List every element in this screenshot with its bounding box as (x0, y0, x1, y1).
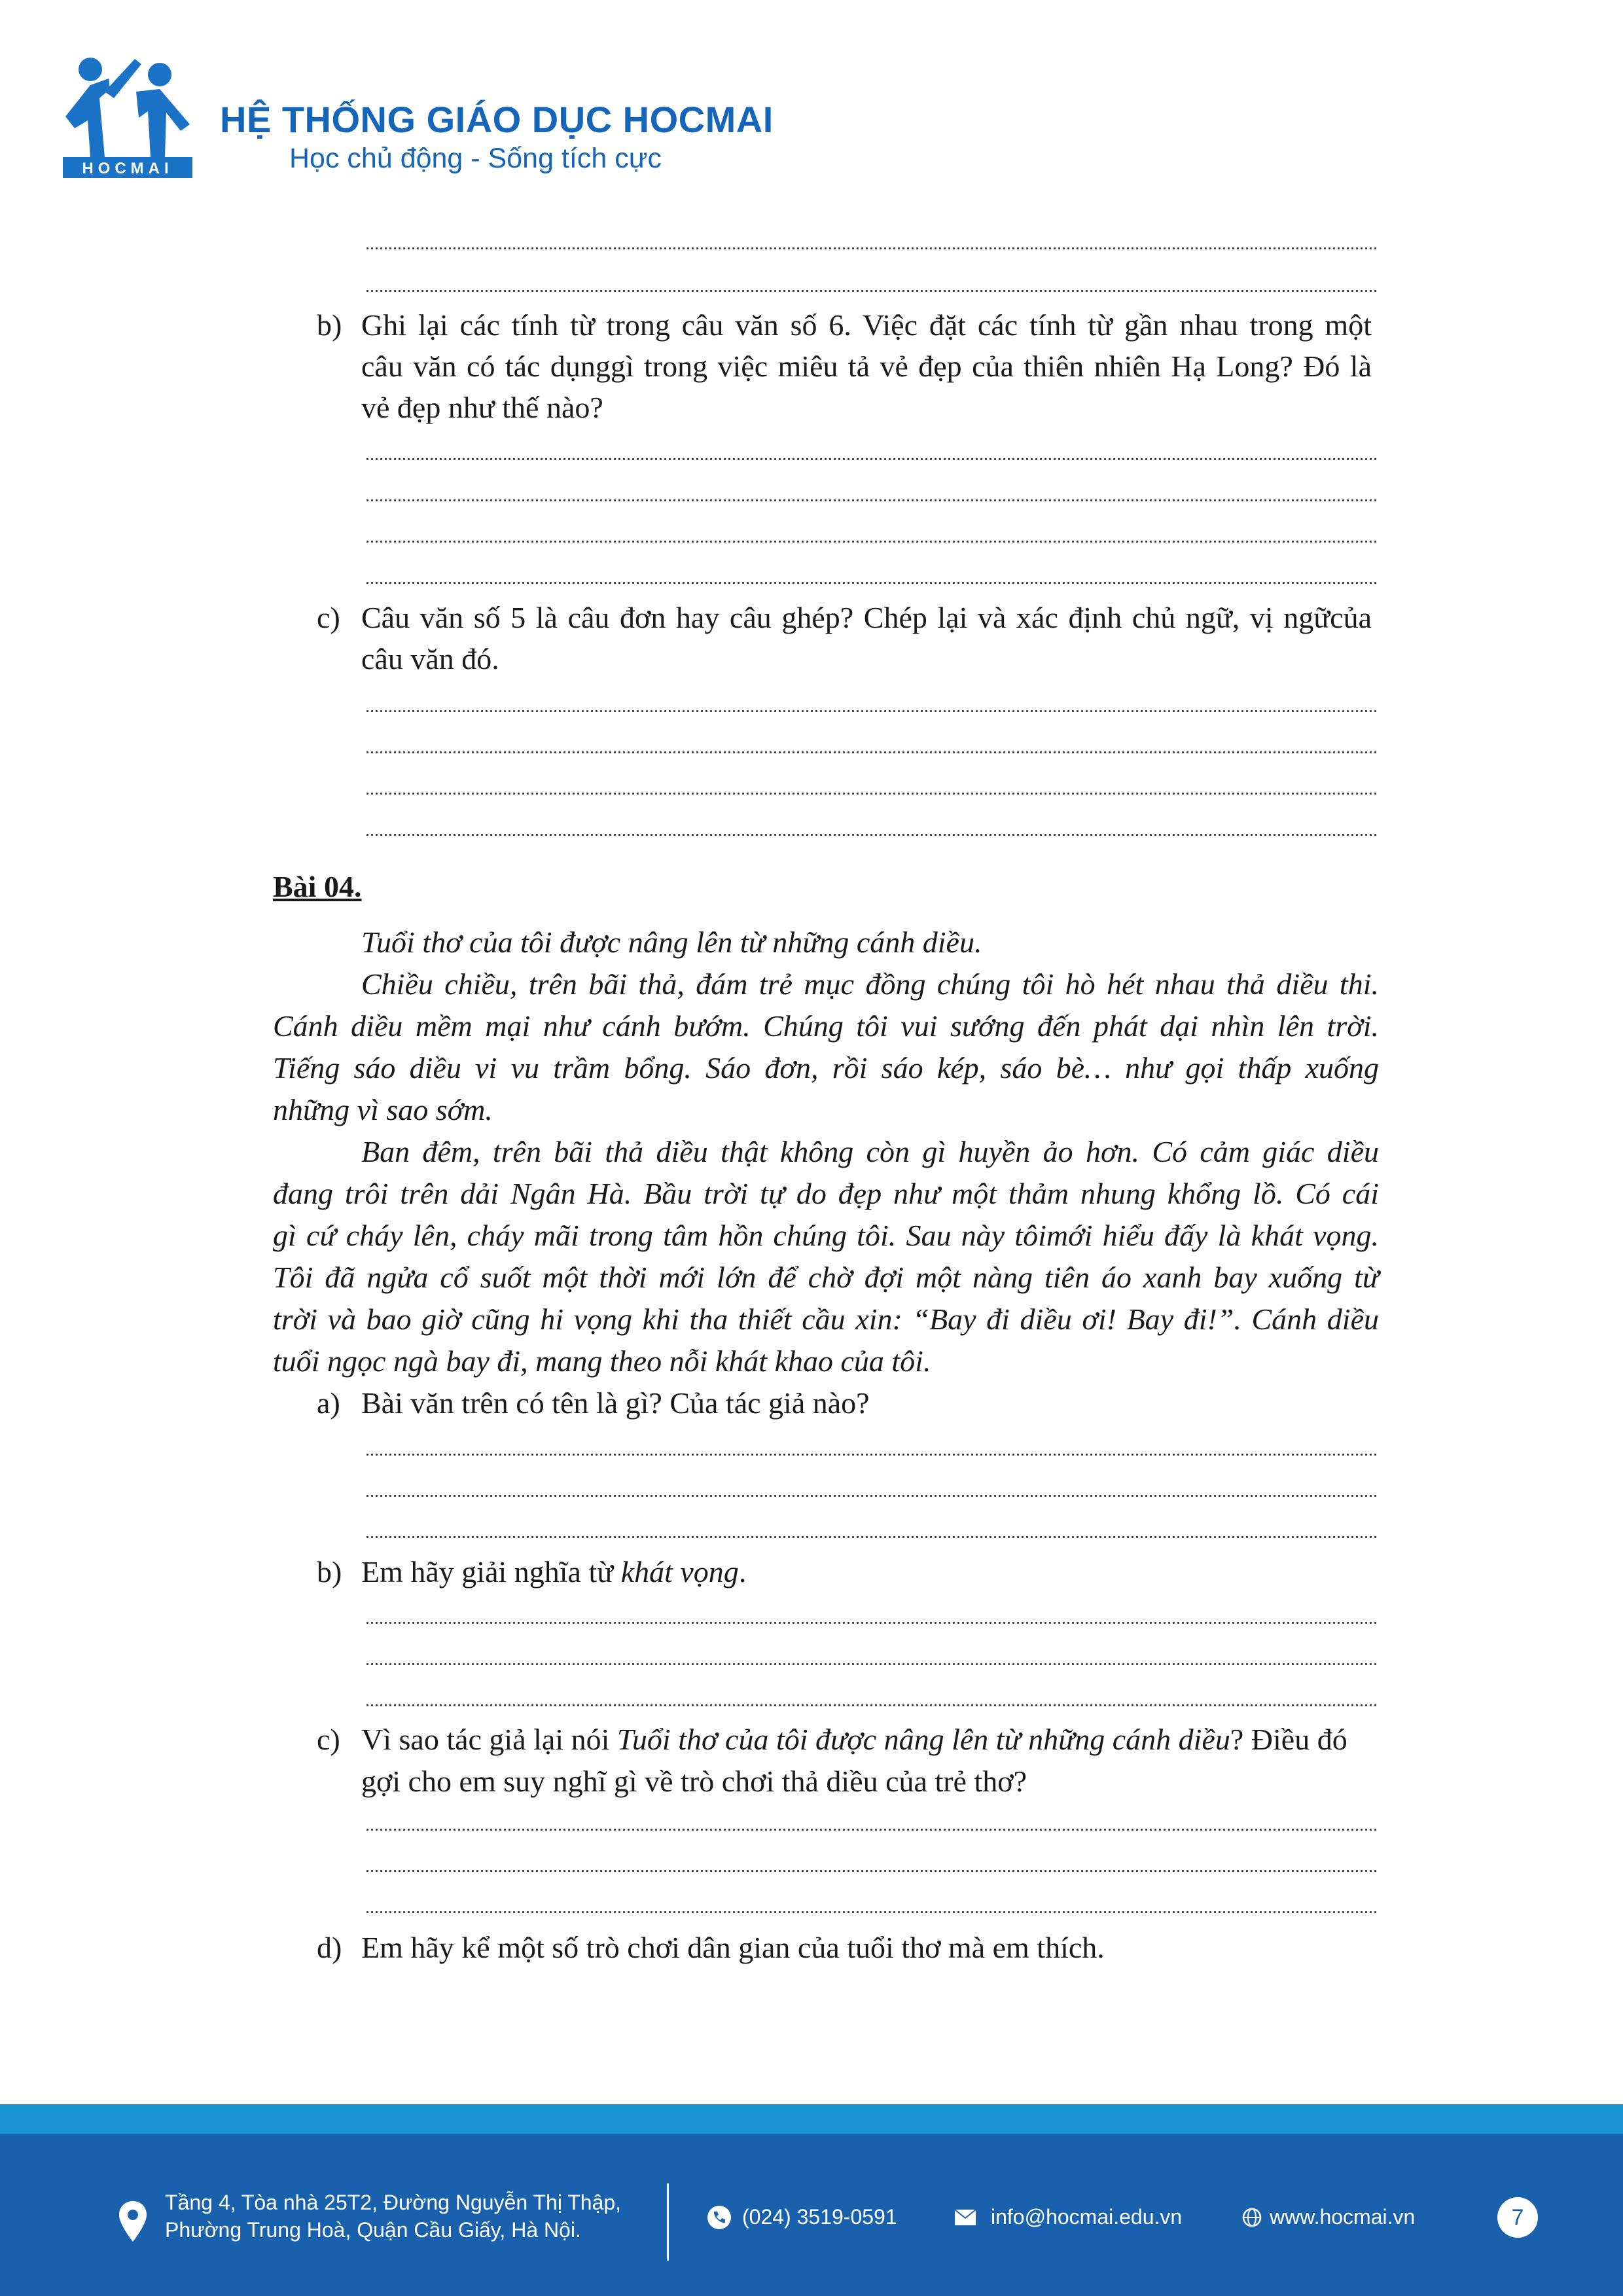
question-b-line: câu văn có tác dụnggì trong việc miêu tả vẻ đẹp của thiên nhiên Hạ Long? Đó là (361, 350, 1372, 383)
question-c-line: câu văn đó. (361, 642, 499, 675)
passage-line: những vì sao sớm. (273, 1093, 493, 1126)
passage-line: Cánh diều mềm mại như cánh bướm. Chúng tôi vui sướng đến phát dại nhìn lên trời. (273, 1009, 1379, 1043)
passage-line: tuổi ngọc ngà bay đi, mang theo nỗi khát khao của tôi. (273, 1344, 931, 1378)
email-icon (954, 2209, 976, 2226)
passage-line: trời và bao giờ cũng hi vọng khi tha thiết cầu xin: “Bay đi diều ơi! Bay đi!”. Cánh diều (273, 1302, 1379, 1336)
passage-line: Tiếng sáo diều vi vu trầm bổng. Sáo đơn, rồi sáo kép, sáo bè… như gọi thấp xuống (273, 1051, 1379, 1085)
answer-line[interactable] (365, 1495, 1377, 1497)
footer-email[interactable]: info@hocmai.edu.vn (991, 2205, 1183, 2229)
question-b-line: Ghi lại các tính từ trong câu văn số 6. Việc đặt các tính từ gần nhau trong một (361, 308, 1372, 342)
passage-line: Tôi đã ngửa cổ suốt một thời mới lớn để chờ đợi một nàng tiên áo xanh bay xuống từ (273, 1261, 1379, 1294)
passage-line: đang trôi trên dải Ngân Hà. Bầu trời tự do đẹp như một thảm nhung khổng lồ. Có cái (273, 1177, 1379, 1210)
question-a-marker: a) (317, 1386, 340, 1420)
footer-divider (667, 2183, 669, 2261)
question-c-text: Vì sao tác giả lại nói Tuổi thơ của tôi được nâng lên từ những cánh diều? Điều đó (361, 1723, 1347, 1756)
question-b-term: khát vọng (620, 1555, 739, 1588)
question-b-marker: b) (317, 1555, 342, 1588)
answer-line[interactable] (365, 710, 1377, 712)
answer-line[interactable] (365, 1536, 1377, 1538)
question-d-text: Em hãy kể một số trò chơi dân gian của tuổi thơ mà em thích. (361, 1931, 1105, 1964)
question-b-text: Em hãy giải nghĩa từ khát vọng. (361, 1555, 747, 1588)
answer-line[interactable] (365, 1829, 1377, 1831)
question-c-line: Câu văn số 5 là câu đơn hay câu ghép? Chép lại và xác định chủ ngữ, vị ngữcủa (361, 601, 1372, 634)
answer-line[interactable] (365, 793, 1377, 795)
answer-line[interactable] (365, 499, 1377, 501)
brand-title: HỆ THỐNG GIÁO DỤC HOCMAI (220, 99, 774, 140)
answer-line[interactable] (365, 1870, 1377, 1872)
hocmai-logo-icon (62, 52, 196, 179)
answer-line[interactable] (365, 458, 1377, 460)
page-number: 7 (1497, 2197, 1538, 2238)
footer-address-line2: Phường Trung Hoà, Quận Cầu Giấy, Hà Nội. (165, 2218, 581, 2242)
answer-line[interactable] (365, 541, 1377, 543)
answer-line[interactable] (365, 582, 1377, 584)
answer-line[interactable] (365, 247, 1377, 249)
location-pin-icon (118, 2200, 148, 2243)
footer-stripe (0, 2104, 1623, 2134)
question-b-marker: b) (317, 308, 342, 342)
passage-line: gì cứ cháy lên, cháy mãi trong tâm hồn chúng tôi. Sau này tôimới hiểu đấy là khát vọng. (273, 1219, 1379, 1252)
question-b-line: vẻ đẹp như thế nào? (361, 391, 603, 424)
brand-slogan: Học chủ động - Sống tích cực (289, 143, 662, 174)
question-c-line2: gợi cho em suy nghĩ gì về trò chơi thả diều của trẻ thơ? (361, 1765, 1027, 1798)
footer (0, 2134, 1623, 2296)
answer-line[interactable] (365, 290, 1377, 292)
exercise-heading: Bài 04. (273, 870, 362, 903)
answer-line[interactable] (365, 751, 1377, 753)
passage-line: Ban đêm, trên bãi thả diều thật không còn gì huyền ảo hơn. Có cảm giác diều (361, 1135, 1379, 1168)
question-d-marker: d) (317, 1931, 342, 1964)
phone-icon (707, 2205, 732, 2230)
question-c-marker: c) (317, 1723, 340, 1756)
answer-line[interactable] (365, 1704, 1377, 1706)
answer-line[interactable] (365, 1454, 1377, 1456)
question-c-quote: Tuổi thơ của tôi được nâng lên từ những cánh diều (616, 1723, 1230, 1756)
answer-line[interactable] (365, 1663, 1377, 1665)
footer-address-line1: Tầng 4, Tòa nhà 25T2, Đường Nguyễn Thị Thập, (165, 2191, 622, 2214)
passage-line: Tuổi thơ của tôi được nâng lên từ những cánh diều. (361, 925, 982, 959)
question-c-marker: c) (317, 601, 340, 634)
answer-line[interactable] (365, 834, 1377, 836)
logo-text: HOCMAI (82, 160, 173, 177)
question-a-text: Bài văn trên có tên là gì? Của tác giả nào? (361, 1386, 870, 1420)
globe-icon (1242, 2208, 1262, 2227)
footer-website[interactable]: www.hocmai.vn (1270, 2205, 1416, 2229)
answer-line[interactable] (365, 1911, 1377, 1913)
answer-line[interactable] (365, 1622, 1377, 1624)
passage-line: Chiều chiều, trên bãi thả, đám trẻ mục đồng chúng tôi hò hét nhau thả diều thi. (361, 967, 1379, 1001)
footer-phone[interactable]: (024) 3519-0591 (742, 2205, 897, 2229)
